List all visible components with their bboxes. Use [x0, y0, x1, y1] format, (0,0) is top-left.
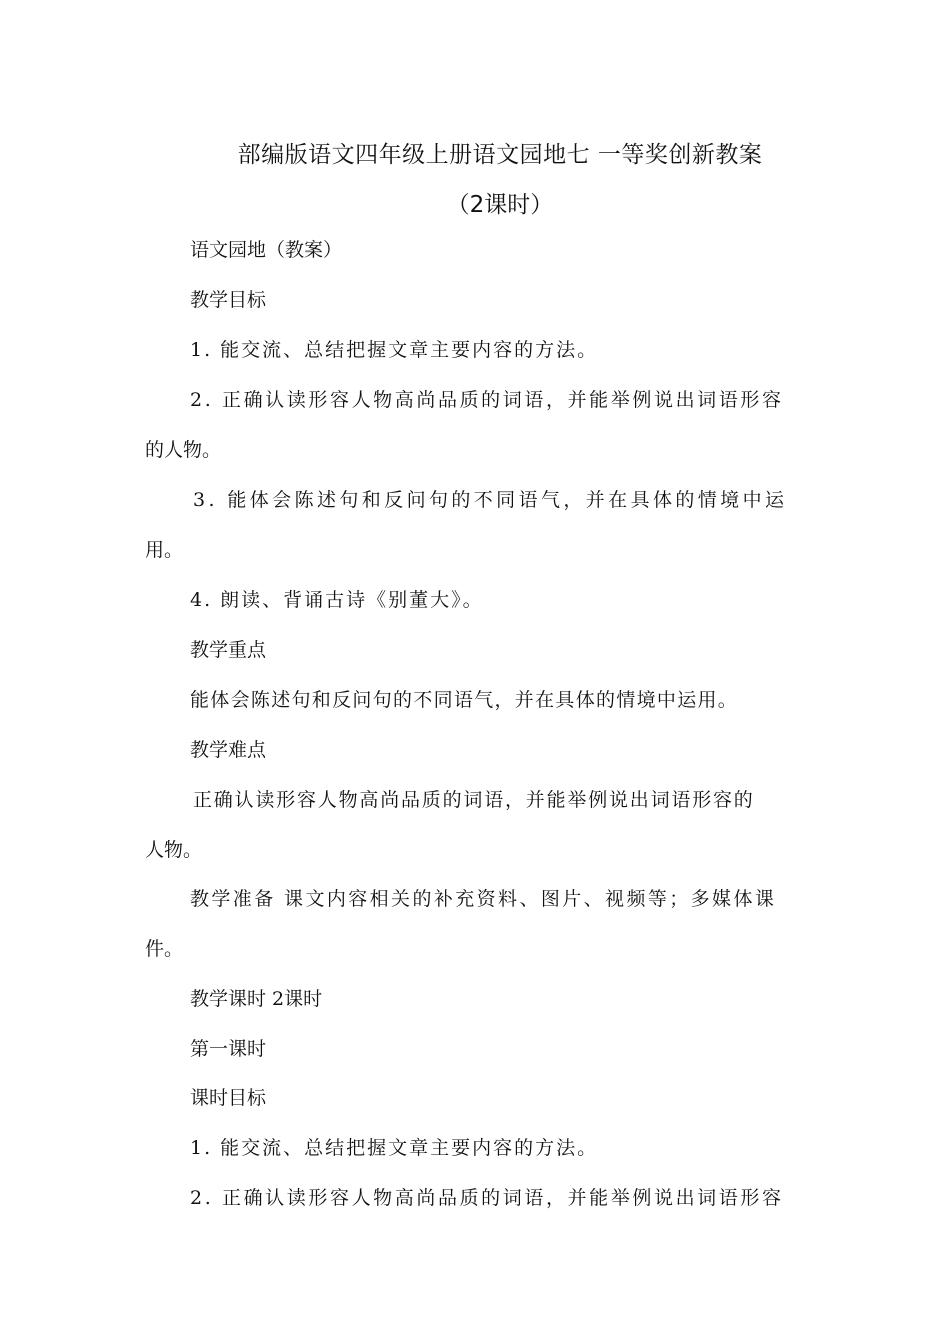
paragraph-line: 教学课时 2课时: [190, 988, 323, 1010]
paragraph-line: 件。: [145, 938, 184, 960]
section-heading: 第一课时: [190, 1038, 267, 1060]
list-item: 3. 能体会陈述句和反问句的不同语气，并在具体的情境中运: [193, 489, 788, 511]
list-item: 1. 能交流、总结把握文章主要内容的方法。: [190, 339, 599, 361]
paragraph-line: 人物。: [145, 839, 203, 861]
list-item: 4. 朗读、背诵古诗《别董大》。: [190, 589, 484, 611]
document-subtitle: （2课时）: [446, 192, 554, 218]
section-heading: 教学目标: [190, 289, 267, 311]
section-heading: 教学重点: [190, 639, 267, 661]
list-item: 1. 能交流、总结把握文章主要内容的方法。: [190, 1137, 599, 1159]
section-heading: 语文园地（教案）: [190, 239, 343, 261]
paragraph-line: 能体会陈述句和反问句的不同语气，并在具体的情境中运用。: [190, 689, 739, 711]
section-heading: 课时目标: [190, 1087, 267, 1109]
document-title: 部编版语文四年级上册语文园地七 一等奖创新教案: [237, 142, 763, 168]
paragraph-line: 教学准备 课文内容相关的补充资料、图片、视频等；多媒体课: [190, 888, 777, 910]
paragraph-line: 正确认读形容人物高尚品质的词语，并能举例说出词语形容的: [193, 789, 755, 811]
list-item: 2. 正确认读形容人物高尚品质的词语，并能举例说出词语形容: [190, 1187, 784, 1209]
section-heading: 教学难点: [190, 739, 267, 761]
paragraph-line: 的人物。: [145, 439, 222, 461]
paragraph-line: 用。: [145, 539, 184, 561]
list-item: 2. 正确认读形容人物高尚品质的词语，并能举例说出词语形容: [190, 389, 784, 411]
